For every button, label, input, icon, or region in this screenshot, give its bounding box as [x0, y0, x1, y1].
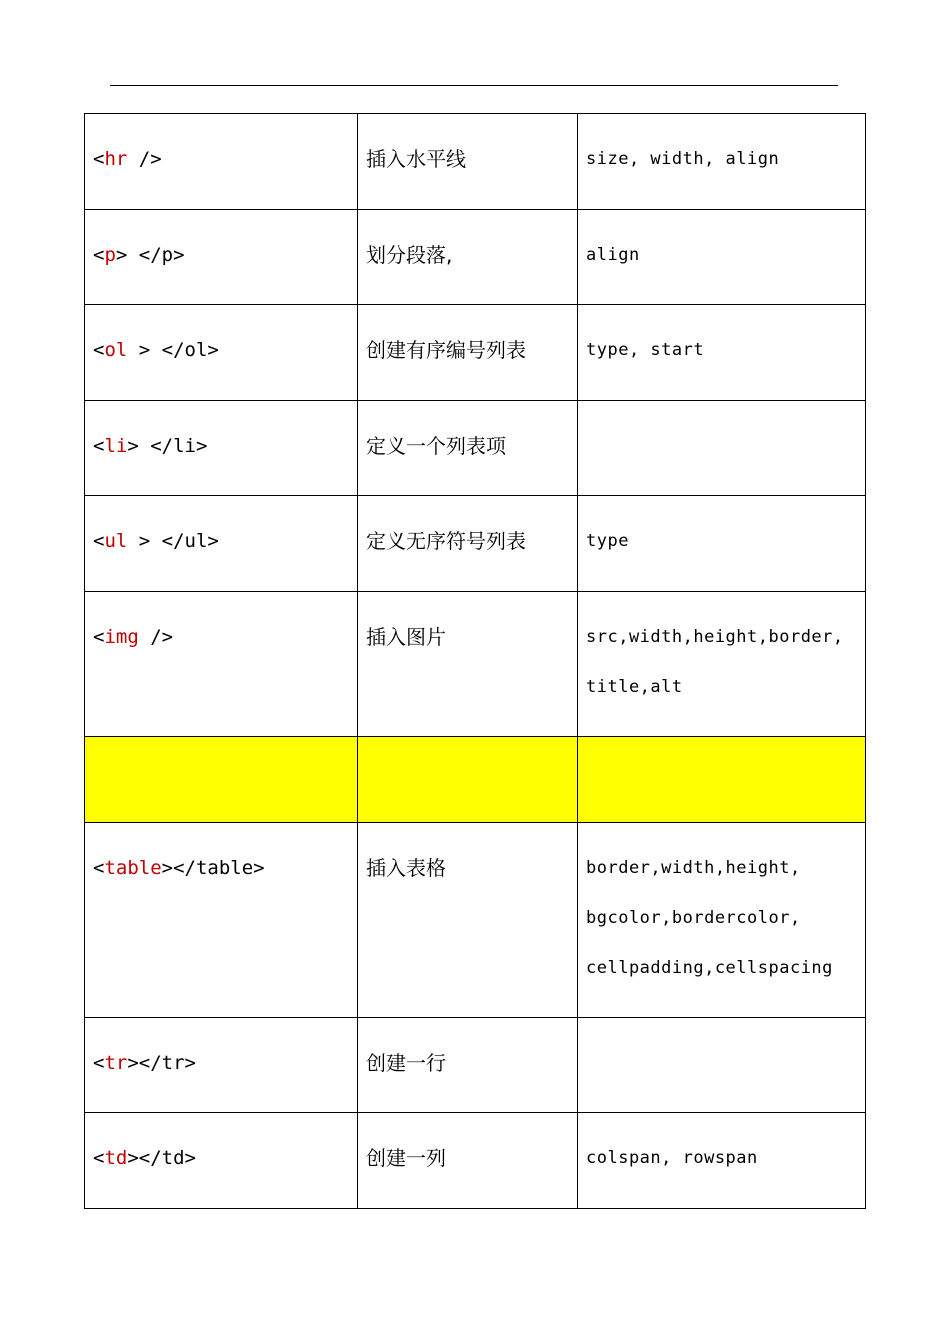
attributes-cell: [578, 210, 866, 305]
tag-keyword: hr: [104, 148, 128, 170]
attributes-cell: [578, 1018, 866, 1113]
tag-rest: > </ul>: [127, 530, 219, 552]
description-cell: 创建一列: [358, 1113, 578, 1209]
tag-rest: ></tr>: [127, 1052, 196, 1074]
table-row: [85, 1113, 866, 1209]
tag-open-bracket: <: [93, 530, 105, 552]
description-cell: [358, 737, 578, 823]
tag-open-bracket: <: [93, 626, 105, 648]
tag-open-bracket: <: [93, 244, 105, 266]
attributes-cell: [578, 737, 866, 823]
tag-keyword: li: [104, 435, 128, 457]
tag-rest: > </ol>: [127, 339, 219, 361]
tag-rest: > </p>: [115, 244, 185, 266]
attribute-line: title,alt: [586, 677, 683, 697]
description-cell: 插入水平线: [358, 114, 578, 210]
tag-open-bracket: <: [93, 857, 105, 879]
html-tag-table: [84, 113, 866, 1209]
attribute-line: border,width,height,: [586, 858, 801, 878]
attribute-line: src,width,height,border,: [586, 627, 844, 647]
table-row: [85, 114, 866, 210]
description-cell: 插入表格: [358, 823, 578, 1018]
attributes-cell: [578, 305, 866, 401]
tag-open-bracket: <: [93, 148, 105, 170]
tag-rest: > </li>: [127, 435, 208, 457]
tag-rest: />: [127, 148, 162, 170]
tag-keyword: table: [104, 857, 162, 879]
tag-cell: [85, 114, 358, 210]
tag-open-bracket: <: [93, 339, 105, 361]
attributes-cell: [578, 592, 866, 737]
tag-keyword: p: [104, 244, 116, 266]
attributes-cell: [578, 496, 866, 592]
tag-keyword: ol: [104, 339, 128, 361]
attribute-line: type: [586, 531, 629, 551]
header-rule: [110, 85, 838, 86]
tag-rest: ></td>: [127, 1147, 196, 1169]
tag-cell: [85, 496, 358, 592]
tag-open-bracket: <: [93, 1147, 105, 1169]
description-cell: 定义无序符号列表: [358, 496, 578, 592]
description-cell: 划分段落,: [358, 210, 578, 305]
tag-cell: [85, 210, 358, 305]
table-row: [85, 401, 866, 496]
attributes-cell: [578, 401, 866, 496]
table-row: [85, 210, 866, 305]
tag-keyword: tr: [104, 1052, 128, 1074]
tag-keyword: img: [104, 626, 139, 648]
description-cell: 创建一行: [358, 1018, 578, 1113]
tag-keyword: ul: [104, 530, 128, 552]
tag-cell: [85, 592, 358, 737]
attributes-cell: [578, 114, 866, 210]
table-row: [85, 592, 866, 737]
tag-cell: [85, 401, 358, 496]
description-cell: 定义一个列表项: [358, 401, 578, 496]
description-cell: 创建有序编号列表: [358, 305, 578, 401]
tag-keyword: td: [104, 1147, 128, 1169]
tag-rest: ></table>: [161, 857, 265, 879]
attribute-line: type, start: [586, 340, 705, 360]
table-row: [85, 305, 866, 401]
tag-open-bracket: <: [93, 435, 105, 457]
table-row: [85, 1018, 866, 1113]
tag-open-bracket: <: [93, 1052, 105, 1074]
table-row: [85, 496, 866, 592]
tag-cell: [85, 1018, 358, 1113]
tag-cell: [85, 305, 358, 401]
description-cell: 插入图片: [358, 592, 578, 737]
tag-cell: [85, 823, 358, 1018]
attribute-line: cellpadding,cellspacing: [586, 958, 833, 978]
tag-cell: [85, 1113, 358, 1209]
tag-rest: />: [138, 626, 174, 648]
highlighted-empty-row: [85, 737, 866, 823]
tag-cell: [85, 737, 358, 823]
table-row: [85, 823, 866, 1018]
attributes-cell: [578, 823, 866, 1018]
attribute-line: bgcolor,bordercolor,: [586, 908, 801, 928]
attributes-cell: [578, 1113, 866, 1209]
attribute-line: align: [586, 245, 640, 265]
attribute-line: size, width, align: [586, 149, 780, 169]
attribute-line: colspan, rowspan: [586, 1148, 758, 1168]
